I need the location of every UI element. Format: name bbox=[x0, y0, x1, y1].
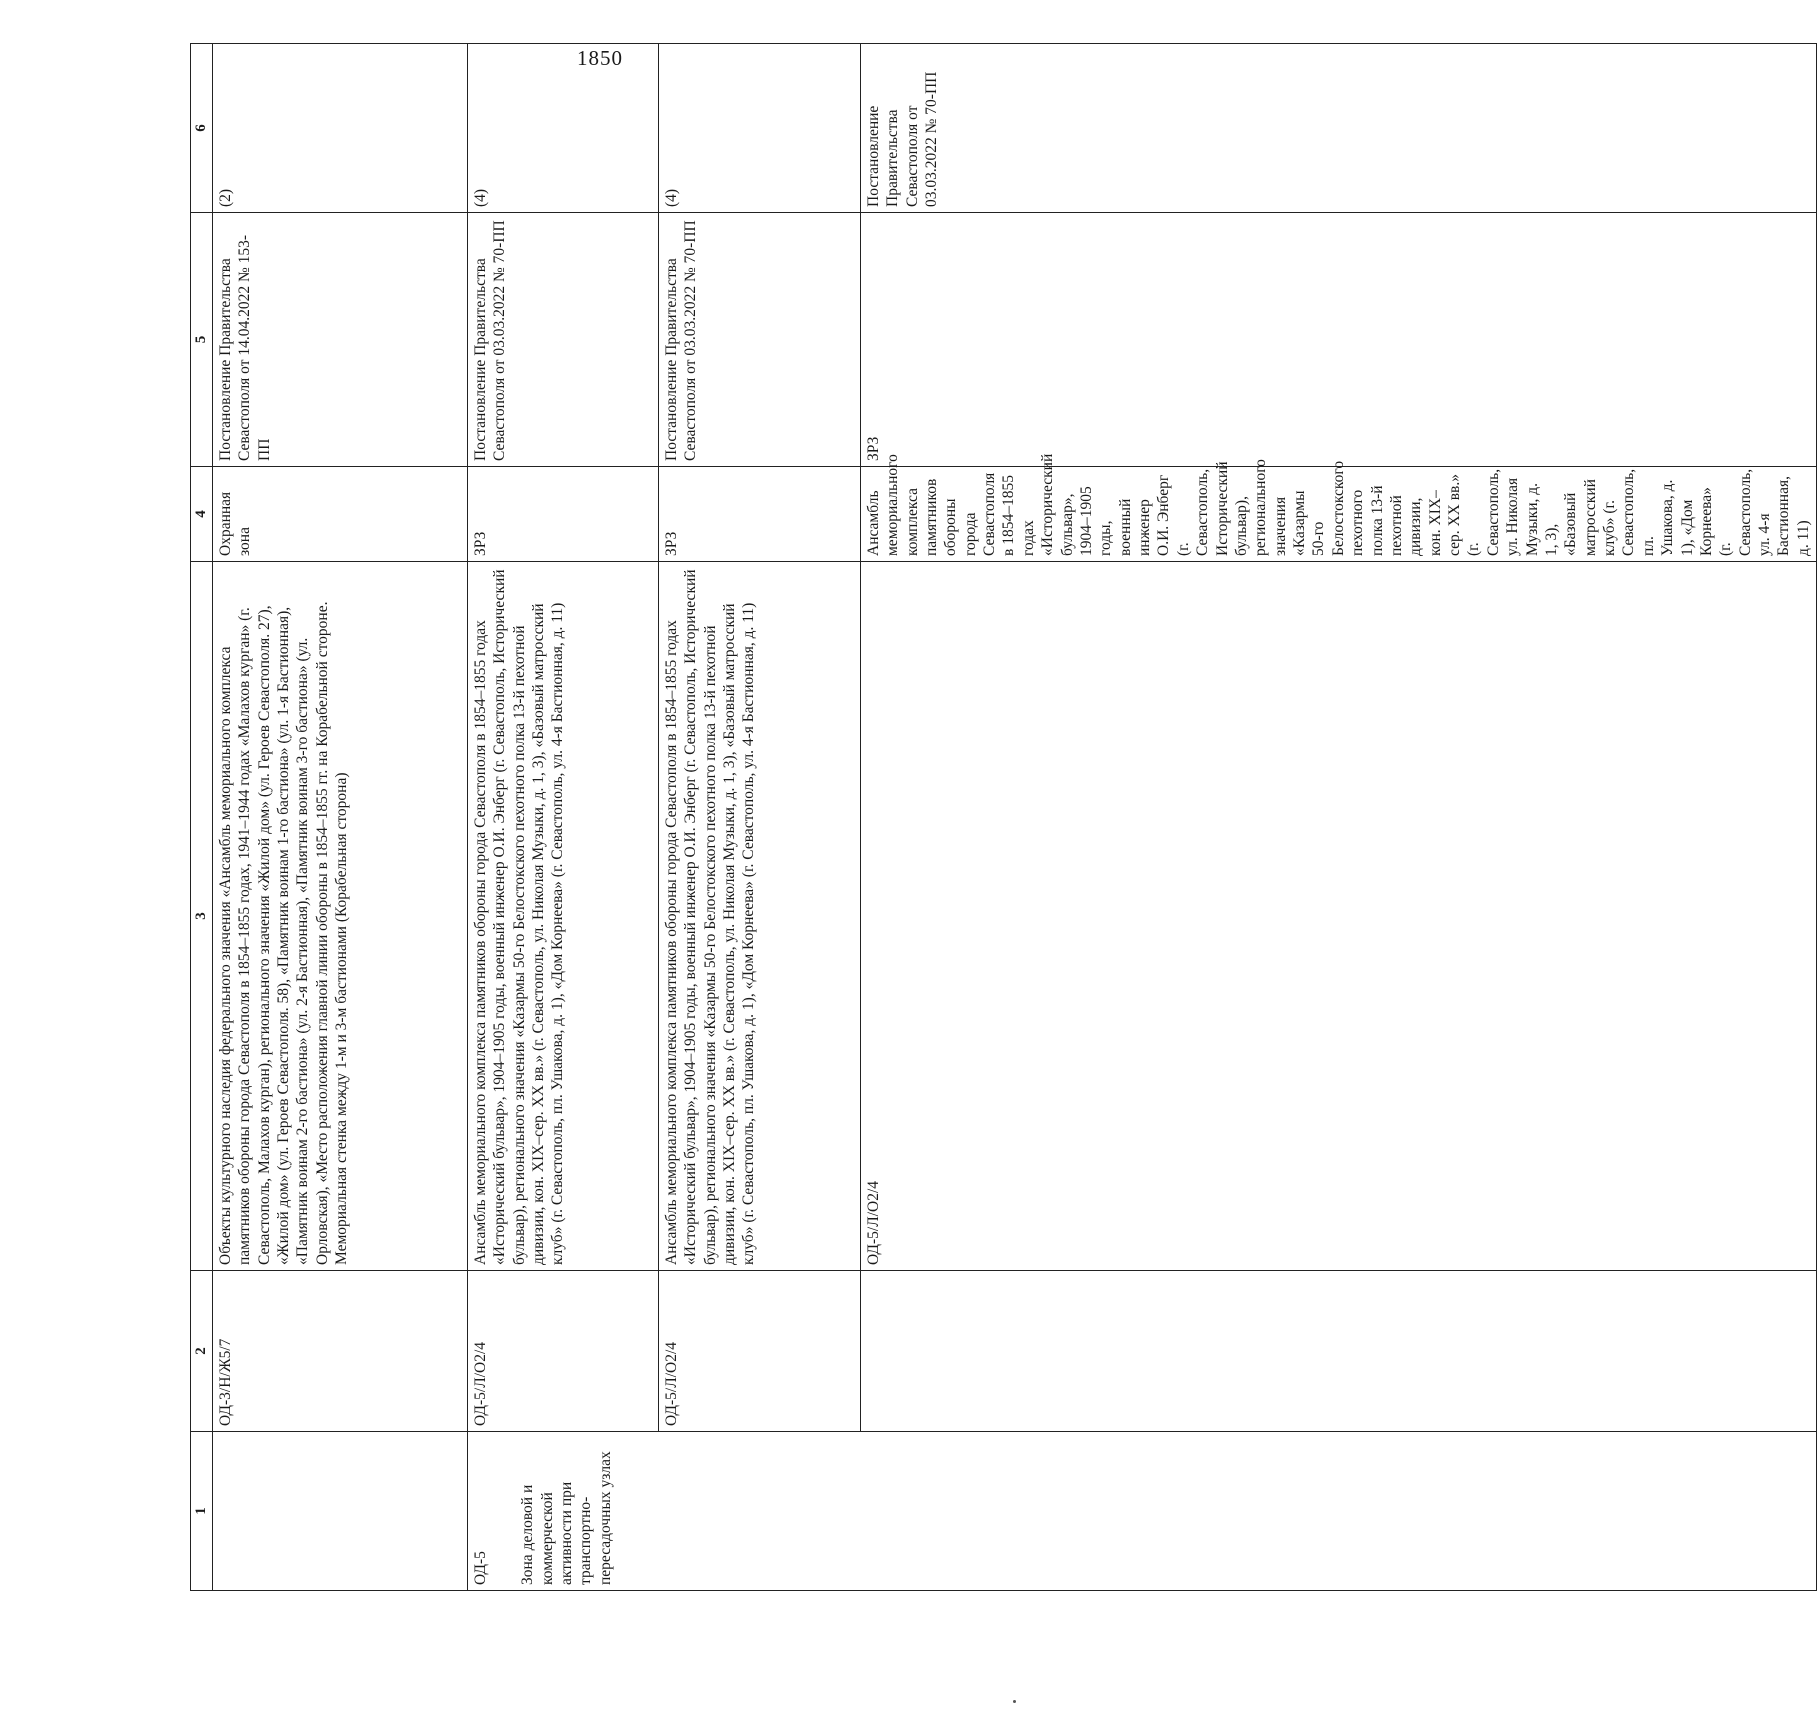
zone-type-cell: ЗРЗ bbox=[860, 213, 1816, 467]
heritage-objects-cell: Объекты культурного наследия федерального значения «Ансамбль мемориального комплекса памятников обороны города Севастополя в 1854–1855 годах, 1941–1944 годах «Малахов курган» (г. Севастополь, Малахов курган), регионального значения «Жилой дом» (ул. Героев Севастополя. 27), «Жилой дом» (ул. Героев Севастополя. 58), «Памятник воинам 1-го бастиона» (ул. 1-я Бастионная), «Памятник воинам 2-го бастиона» (ул. 2-я Бастионная), «Памятник воинам 3-го бастиона» (ул. Орловская), «Место расположения главной линии обороны в 1854–1855 гг. на Корабельной стороне. Мемориальная стенка между 1-м и 3-м бастионами (Корабельная сторона) bbox=[212, 562, 467, 1271]
heritage-objects-cell: Ансамбль мемориального комплекса памятников обороны города Севастополя в 1854–1855 годах «Исторический бульвар», 1904–1905 годы, военный инженер О.И. Энберг (г. Севастополь, Исторический бульвар), регионального значения «Казармы 50-го Белостокского пехотного полка 13-й пехотной дивизии, кон. XIX–сер. XX вв.» (г. Севастополь, ул. Николая Музыки, д. 1, 3), «Базовый матросский клуб» (г. Севастополь, пл. Ушакова, д. 1), «Дом Корнеева» (г. Севастополь, ул. 4-я Бастионная, д. 11) bbox=[467, 562, 658, 1271]
header-cell-4: 4 bbox=[191, 467, 213, 562]
subzone-code-cell: ОД-3/Н/Ж5/7 bbox=[212, 1271, 467, 1432]
table-row bbox=[467, 44, 658, 1591]
note-ref-cell: (4) bbox=[658, 44, 860, 213]
scan-speck bbox=[1013, 1700, 1016, 1703]
table-row bbox=[860, 44, 1816, 1591]
zone-type-cell: ЗРЗ bbox=[467, 467, 658, 562]
header-cell-2: 2 bbox=[191, 1271, 213, 1432]
zone-type-cell: ЗРЗ bbox=[658, 467, 860, 562]
subzone-code-cell: ОД-5/Л/О2/4 bbox=[658, 1271, 860, 1432]
zone-cell bbox=[860, 1271, 1816, 1432]
note-ref-cell: (4) bbox=[467, 44, 658, 213]
table-row bbox=[658, 44, 860, 1591]
zone-name: Зона деловой и коммерческой активности при транспортно-пересадочных узлах bbox=[519, 1451, 614, 1585]
decree-cell: Постановление Правительства Севастополя от 03.03.2022 № 70-ПП bbox=[860, 44, 1816, 213]
decree-cell: Постановление Правительства Севастополя от 14.04.2022 № 153-ПП bbox=[212, 213, 467, 467]
header-cell-6: 6 bbox=[191, 44, 213, 213]
header-cell-1: 1 bbox=[191, 1432, 213, 1591]
heritage-objects-cell: Ансамбль мемориального комплекса памятников обороны города Севастополя в 1854–1855 годах «Исторический бульвар», 1904–1905 годы, военный инженер О.И. Энберг (г. Севастополь, Исторический бульвар), регионального значения «Казармы 50-го Белостокского пехотного полка 13-й пехотной дивизии, кон. XIX–сер. XX вв.» (г. Севастополь, ул. Николая Музыки, д. 1, 3), «Базовый матросский клуб» (г. Севастополь, пл. Ушакова, д. 1), «Дом Корнеева» (г. Севастополь, ул. 4-я Бастионная, д. 11) bbox=[860, 467, 1816, 562]
zone-cell bbox=[212, 1432, 467, 1591]
table-row bbox=[212, 44, 467, 1591]
decree-cell: Постановление Правительства Севастополя от 03.03.2022 № 70-ПП bbox=[467, 213, 658, 467]
table-header-row bbox=[191, 44, 213, 1591]
zones-table bbox=[190, 43, 1817, 1591]
zone-cell bbox=[467, 1432, 1816, 1591]
header-cell-3: 3 bbox=[191, 562, 213, 1271]
zone-code: ОД-5 bbox=[471, 1551, 489, 1585]
decree-cell: Постановление Правительства Севастополя от 03.03.2022 № 70-ПП bbox=[658, 213, 860, 467]
heritage-objects-cell: Ансамбль мемориального комплекса памятников обороны города Севастополя в 1854–1855 годах «Исторический бульвар», 1904–1905 годы, военный инженер О.И. Энберг (г. Севастополь, Исторический бульвар), регионального значения «Казармы 50-го Белостокского пехотного полка 13-й пехотной дивизии, кон. XIX–сер. XX вв.» (г. Севастополь, ул. Николая Музыки, д. 1, 3), «Базовый матросский клуб» (г. Севастополь, пл. Ушакова, д. 1), «Дом Корнеева» (г. Севастополь, ул. 4-я Бастионная, д. 11) bbox=[658, 562, 860, 1271]
note-ref-cell: (2) bbox=[212, 44, 467, 213]
page-number: 1850 bbox=[577, 46, 623, 70]
zone-type-cell: Охранная зона bbox=[212, 467, 467, 562]
header-cell-5: 5 bbox=[191, 213, 213, 467]
subzone-code-cell: ОД-5/Л/О2/4 bbox=[467, 1271, 658, 1432]
subzone-code-cell: ОД-5/Л/О2/4 bbox=[860, 562, 1816, 1271]
rotated-table-area bbox=[190, 71, 1812, 1585]
